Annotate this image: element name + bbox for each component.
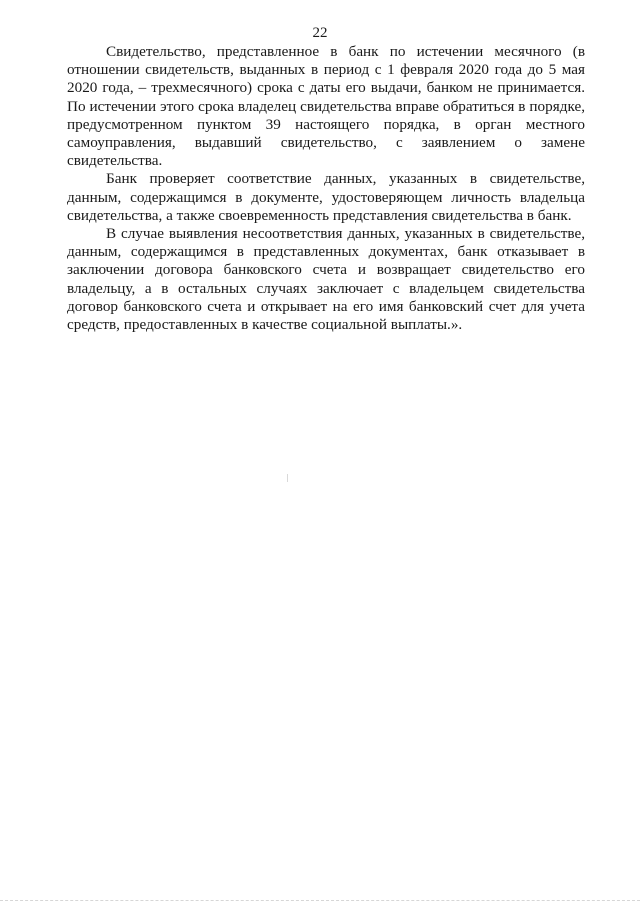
scan-speck (287, 474, 288, 482)
page-number: 22 (312, 25, 328, 41)
paragraph-mismatch-refusal: В случае выявления несоответствия данных, указанных в свидетельстве, данным, содержащимся в представленных документах, банк отказывает в заключении договора банковского счета и возвращает свидетельство его владельцу, а в остальных случаях заключает с владельцем свидетельства договор банковского счета и открывает на его имя банковский счет для учета средств, предоставленных в качестве социальной выплаты.». (67, 225, 585, 334)
scan-bottom-edge (0, 900, 640, 901)
paragraph-bank-verification: Банк проверяет соответствие данных, указанных в свидетельстве, данным, содержащимся в документе, удостоверяющем личность владельца свидетельства, а также своевременность представления свидетельства в банк. (67, 170, 585, 224)
paragraph-certificate-expiry: Свидетельство, представленное в банк по истечении месячного (в отношении свидетельств, выданных в период с 1 февраля 2020 года до 5 мая 2020 года, – трехмесячного) срока с даты его выдачи, банком не принимается. По истечении этого срока владелец свидетельства вправе обратиться в порядке, предусмотренном пунктом 39 настоящего порядка, в орган местного самоуправления, выдавший свидетельство, с заявлением о замене свидетельства. (67, 43, 585, 170)
document-body (67, 43, 585, 334)
